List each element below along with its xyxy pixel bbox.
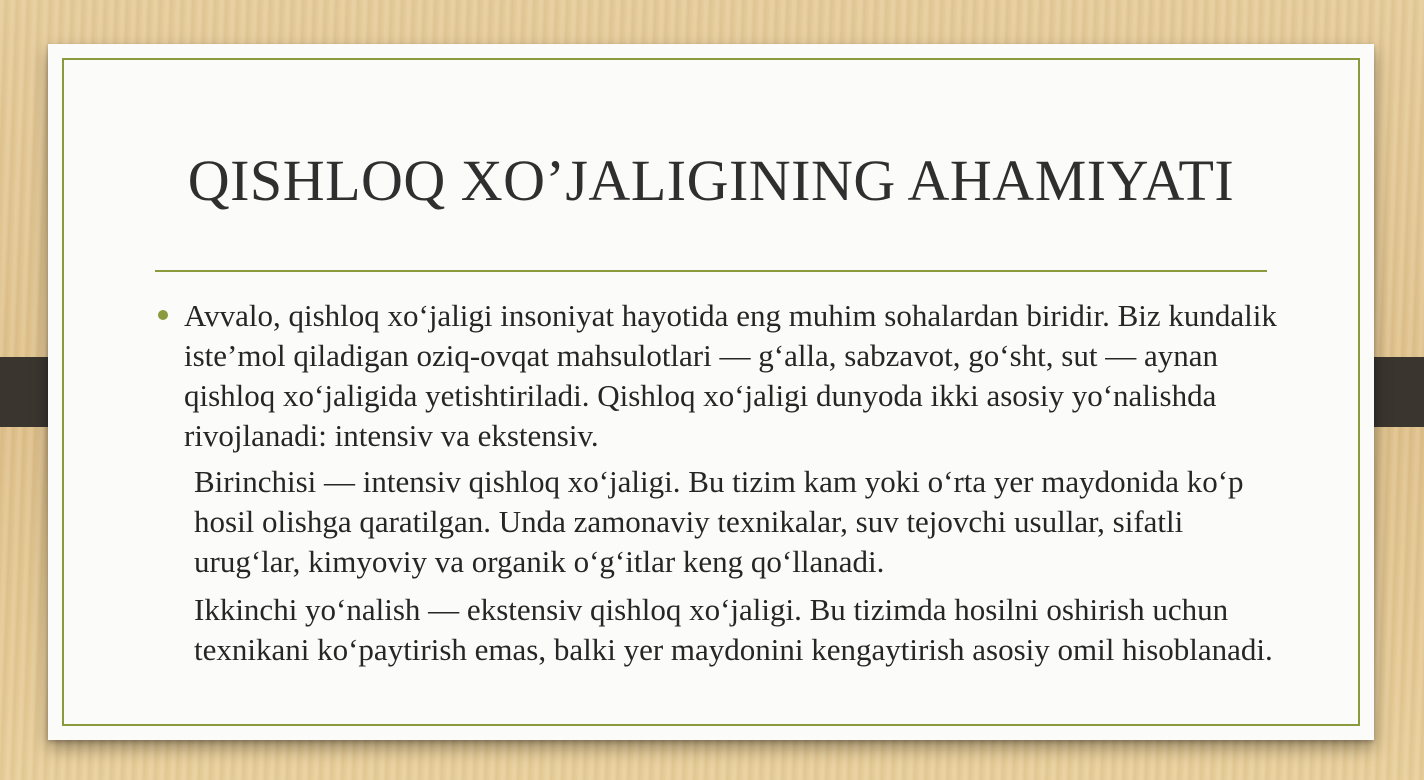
slide-title: QISHLOQ XO’JALIGINING AHAMIYATI — [187, 148, 1235, 213]
title-divider — [155, 270, 1267, 272]
slide — [48, 44, 1374, 740]
bullet-text: Avvalo, qishloq xo‘jaligi insoniyat hayotida eng muhim sohalardan biridir. Biz kundalik iste’mol qiladigan oziq-ovqat mahsulotlari — g‘alla, sabzavot, go‘sht, sut — aynan qishloq xo‘jaligida yetishtiriladi. Qishloq xo‘jaligi dunyoda ikki asosiy yo‘nalishda rivojlanadi: intensiv va ekstensiv. — [184, 298, 1277, 453]
bullet-item — [184, 296, 1294, 456]
paragraph-extensive: Ikkinchi yo‘nalish — ekstensiv qishloq xo‘jaligi. Bu tizimda hosilni oshirish uchun texnikani ko‘paytirish emas, balki yer maydonini kengaytirish asosiy omil hisoblanadi. — [194, 592, 1273, 667]
bullet-dot-icon — [158, 310, 168, 320]
slide-body — [184, 296, 1294, 670]
paragraph-intensive: Birinchisi — intensiv qishloq xo‘jaligi. Bu tizim kam yoki o‘rta yer maydonida ko‘p hosil olishga qaratilgan. Unda zamonaviy texnikalar, suv tejovchi usullar, sifatli urug‘lar, kimyoviy va organik o‘g‘itlar keng qo‘llanadi. — [194, 464, 1244, 579]
